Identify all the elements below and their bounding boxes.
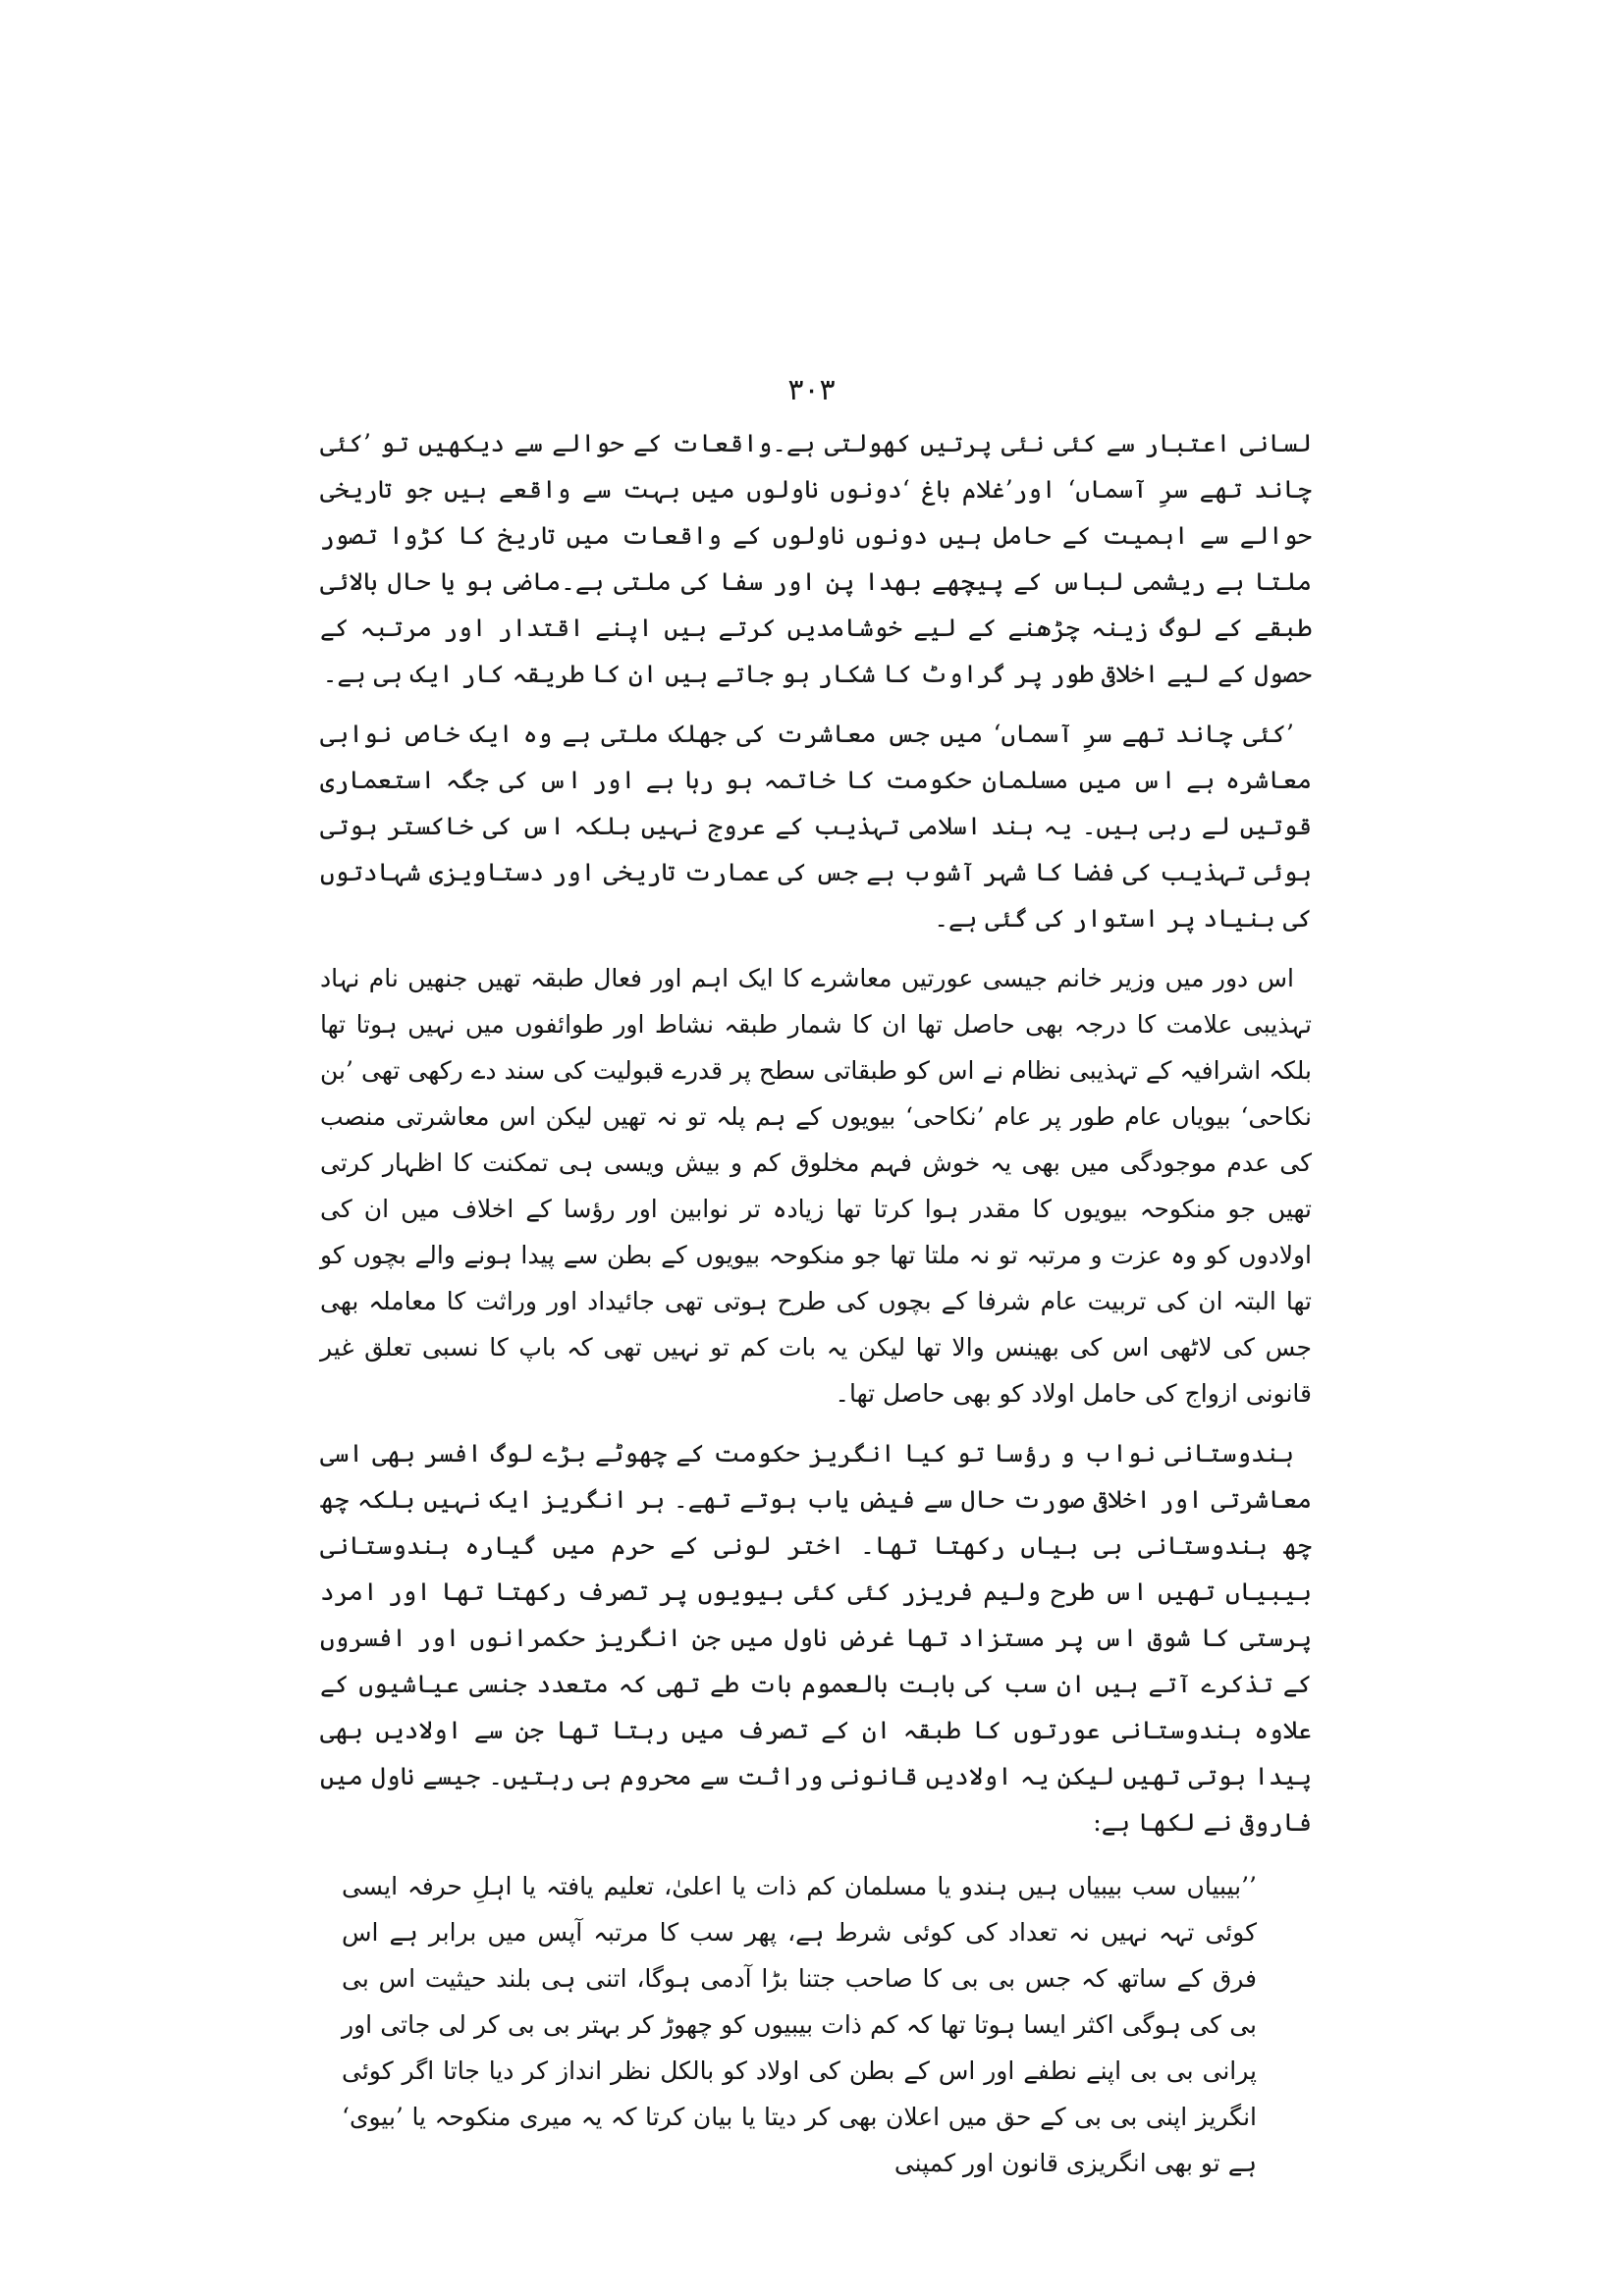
block-quote: ’’بیبیاں سب بیبیاں ہیں ہندو یا مسلمان کم ذات یا اعلیٰ، تعلیم یافتہ یا اہلِ حرفہ ایسی کوئی تہہ نہیں نہ تعداد کی کوئی شرط ہے، پھر سب کا مرتبہ آپس میں برابر ہے اس فرق کے ساتھ کہ جس بی بی کا صاحب جتنا بڑا آدمی ہوگا، اتنی ہی بلند حیثیت اس بی بی کی ہوگی اکثر ایسا ہوتا تھا کہ کم ذات بیبیوں کو چھوڑ کر بہتر بی بی کر لی جاتی اور پرانی بی بی اپنے نطفے اور اس کے بطن کی اولاد کو بالکل نظر انداز کر دیا جاتا اگر کوئی انگریز اپنی بی بی کے حق میں اعلان بھی کر دیتا یا بیان کرتا کہ یہ میری منکوحہ یا ’بیوی‘ ہے تو بھی انگریزی قانون اور کمپنی — [342, 1872, 1257, 2177]
body-text — [320, 420, 1312, 2186]
paragraph-1: لسانی اعتبار سے کئی نئی پرتیں کھولتی ہے۔واقعات کے حوالے سے دیکھیں تو ’کئی چاند تھے سرِ آسماں‘ اور’غلام باغ ‘دونوں ناولوں میں بہت سے واقعے ہیں جو تاریخی حوالے سے اہمیت کے حامل ہیں دونوں ناولوں کے واقعات میں تاریخ کا کڑوا تصور ملتا ہے ریشمی لباس کے پیچھے بھدا پن اور سفا کی ملتی ہے۔ماضی ہو یا حال بالائی طبقے کے لوگ زینہ چڑھنے کے لیے خوشامدیں کرتے ہیں اپنے اقتدار اور مرتبہ کے حصول کے لیے اخلاقی طور پر گراوٹ کا شکار ہو جاتے ہیں ان کا طریقہ کار ایک ہی ہے۔ — [320, 429, 1312, 688]
page-number: ۳۰۳ — [787, 373, 836, 407]
paragraph-4: ہندوستانی نواب و رؤسا تو کیا انگریز حکومت کے چھوٹے بڑے لوگ افسر بھی اسی معاشرتی اور اخلاقی صورت حال سے فیض یاب ہوتے تھے۔ ہر انگریز ایک نہیں بلکہ چھ چھ ہندوستانی بی بیاں رکھتا تھا۔ اختر لونی کے حرم میں گیارہ ہندوستانی بیبیاں تھیں اس طرح ولیم فریزر کئی کئی بیویوں پر تصرف رکھتا تھا اور امرد پرستی کا شوق اس پر مستزاد تھا غرض ناول میں جن انگریز حکمرانوں اور افسروں کے تذکرے آتے ہیں ان سب کی بابت بالعموم بات طے تھی کہ متعدد جنسی عیاشیوں کے علاوہ ہندوستانی عورتوں کا طبقہ ان کے تصرف میں رہتا تھا جن سے اولادیں بھی پیدا ہوتی تھیں لیکن یہ اولادیں قانونی وراثت سے محروم ہی رہتیں۔ جیسے ناول میں فاروقی نے لکھا ہے: — [320, 1439, 1312, 1837]
paragraph-3: اس دور میں وزیر خانم جیسی عورتیں معاشرے کا ایک اہم اور فعال طبقہ تھیں جنھیں نام نہاد تہذیبی علامت کا درجہ بھی حاصل تھا ان کا شمار طبقہ نشاط اور طوائفوں میں نہیں ہوتا تھا بلکہ اشرافیہ کے تہذیبی نظام نے اس کو طبقاتی سطح پر قدرے قبولیت کی سند دے رکھی تھی ’بن نکاحی‘ بیویاں عام طور پر عام ’نکاحی‘ بیویوں کے ہم پلہ تو نہ تھیں لیکن اس معاشرتی منصب کی عدم موجودگی میں بھی یہ خوش فہم مخلوق کم و بیش ویسی ہی تمکنت کا اظہار کرتی تھیں جو منکوحہ بیویوں کا مقدر ہوا کرتا تھا زیادہ تر نوابین اور رؤسا کے اخلاف میں ان کی اولادوں کو وہ عزت و مرتبہ تو نہ ملتا تھا جو منکوحہ بیویوں کے بطن سے پیدا ہونے والے بچوں کو تھا البتہ ان کی تربیت عام شرفا کے بچوں کی طرح ہوتی تھی جائیداد اور وراثت کا معاملہ بھی جس کی لاٹھی اس کی بھینس والا تھا لیکن یہ بات کم تو نہیں تھی کہ باپ کا نسبی تعلق غیر قانونی ازواج کی حامل اولاد کو بھی حاصل تھا۔ — [320, 964, 1312, 1408]
paragraph-2: ’کئی چاند تھے سرِ آسماں‘ میں جس معاشرت کی جھلک ملتی ہے وہ ایک خاص نوابی معاشرہ ہے اس میں مسلمان حکومت کا خاتمہ ہو رہا ہے اور اس کی جگہ استعماری قوتیں لے رہی ہیں۔ یہ ہند اسلامی تہذیب کے عروج نہیں بلکہ اس کی خاکستر ہوتی ہوئی تہذیب کی فضا کا شہر آشوب ہے جس کی عمارت تاریخی اور دستاویزی شہادتوں کی بنیاد پر استوار کی گئی ہے۔ — [320, 720, 1312, 933]
